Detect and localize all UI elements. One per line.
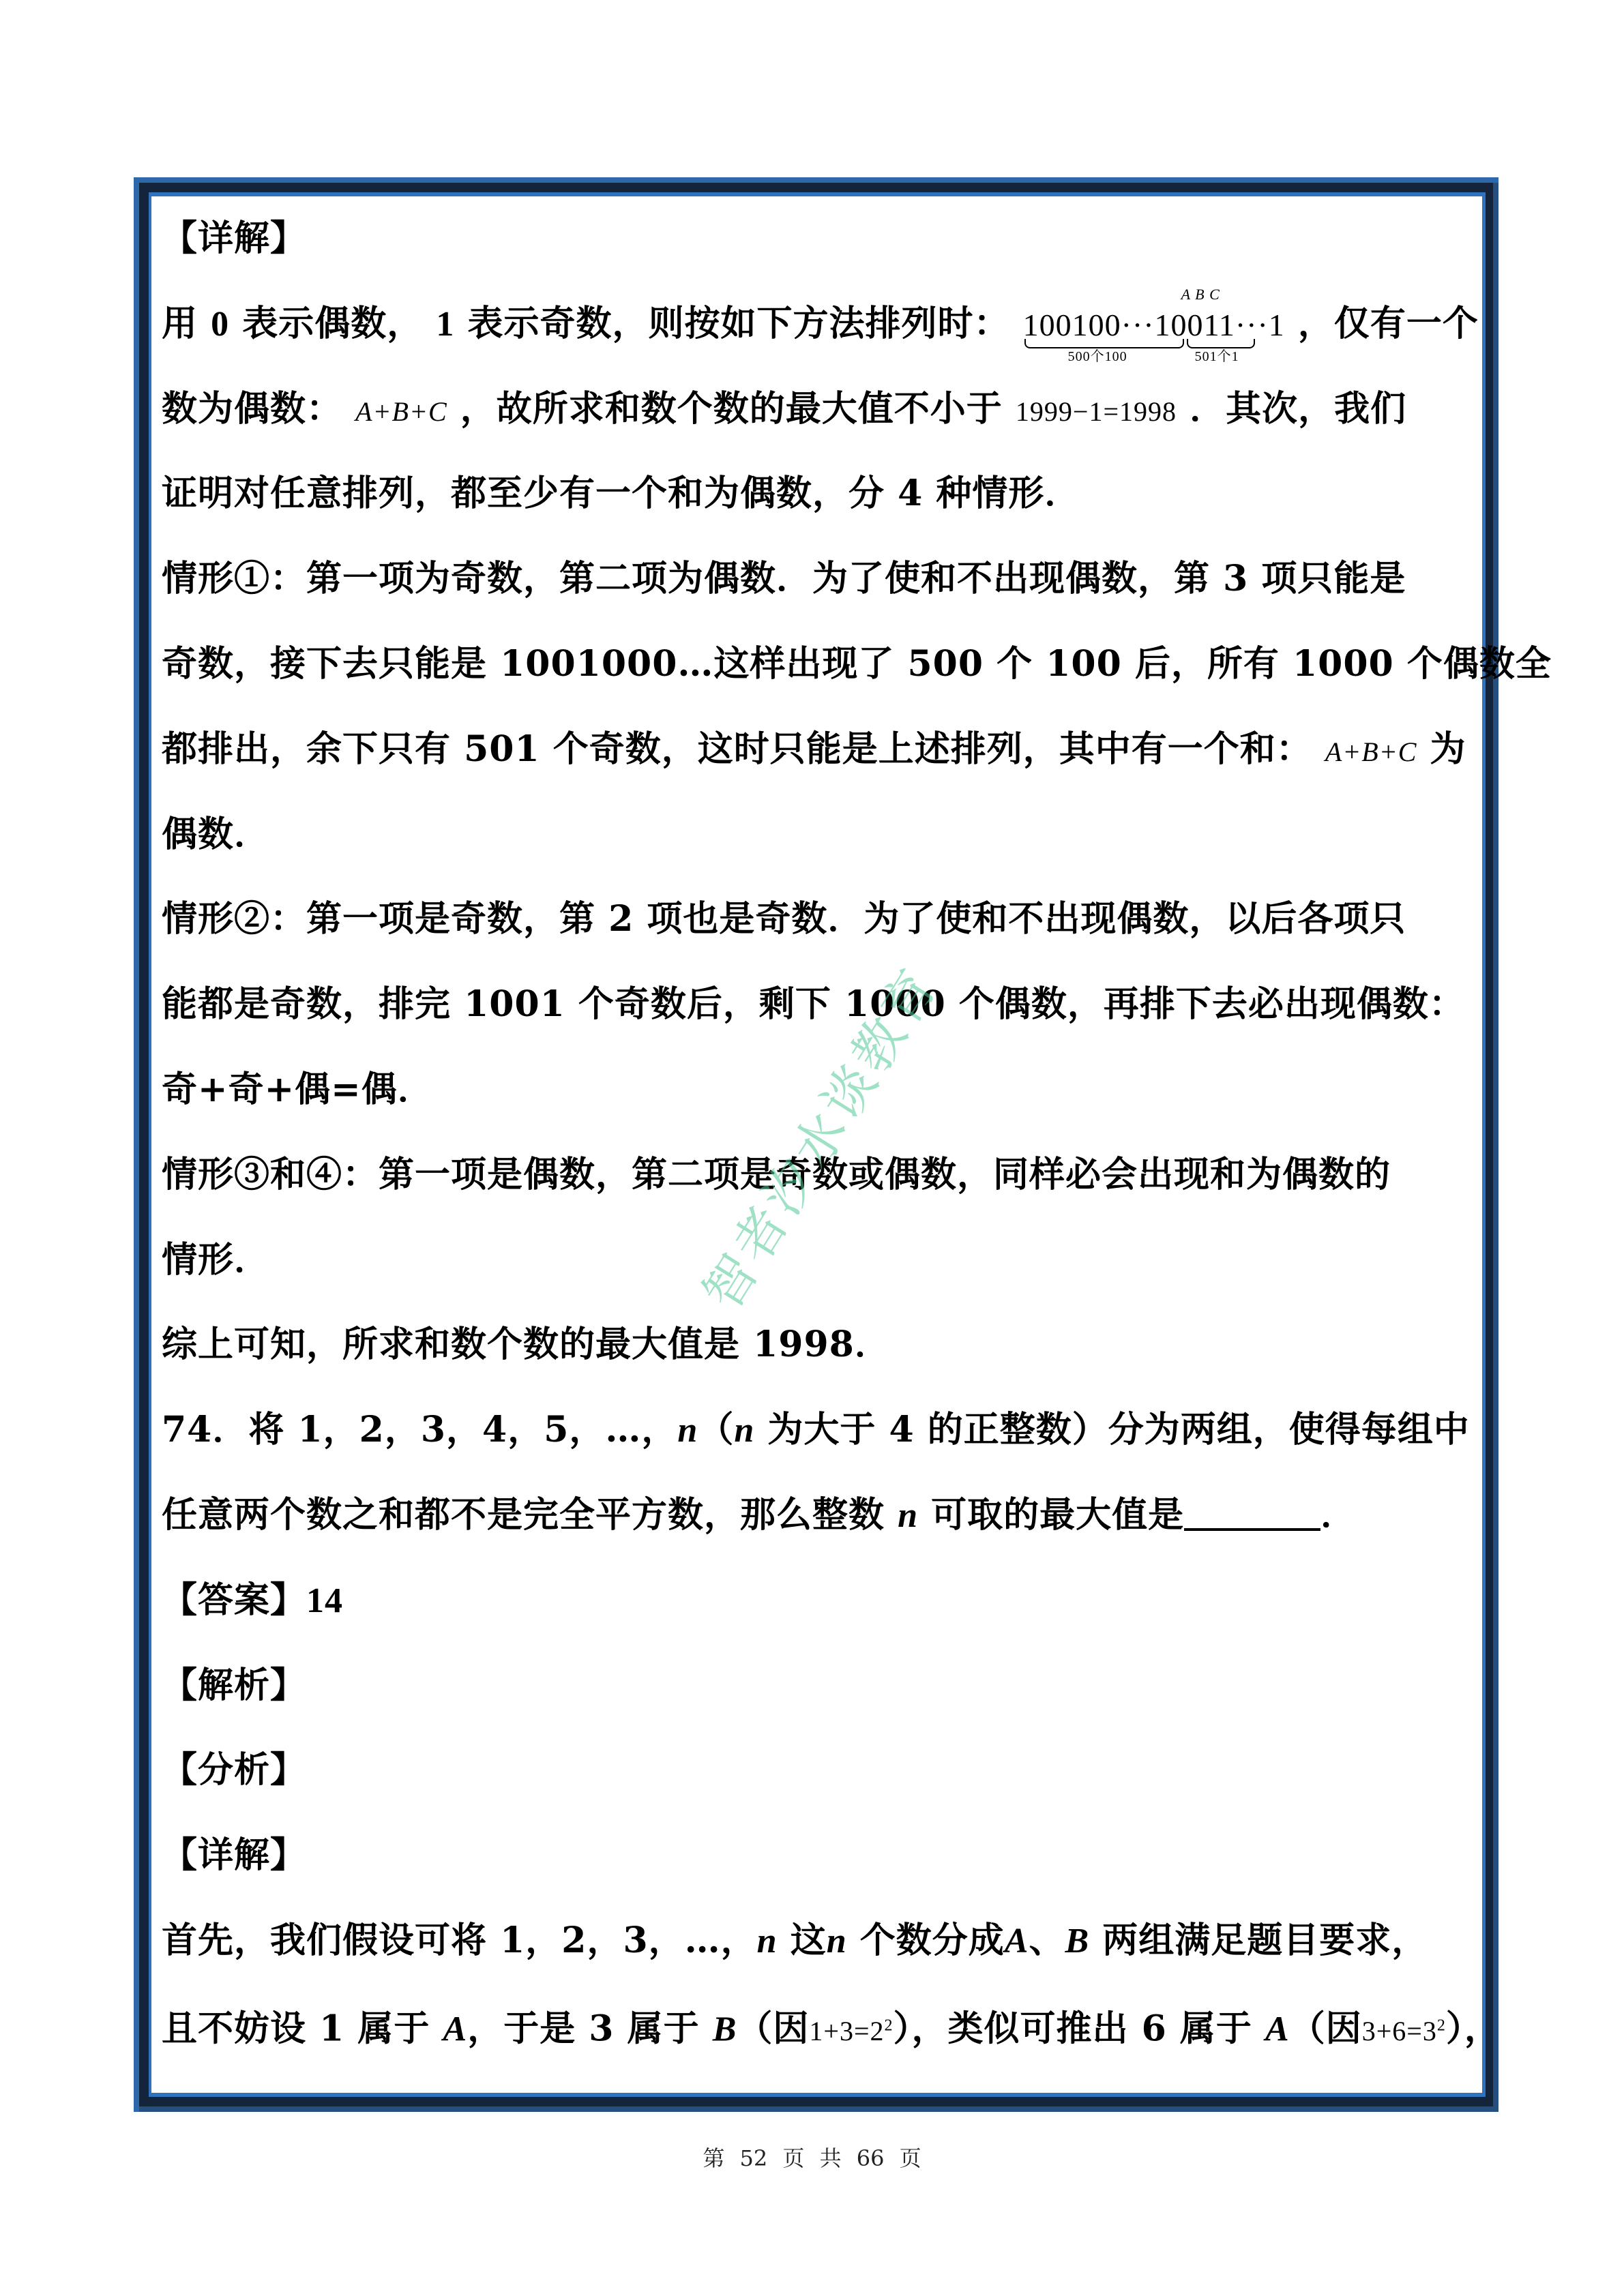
text: ．其次，我们 [1190, 387, 1407, 430]
underbrace-label-1: 500个100 [1067, 348, 1127, 364]
answer-line [162, 1558, 1478, 1643]
sequence-ones: 11···1 [1203, 307, 1285, 342]
answer-label: 【答案】 [162, 1579, 307, 1621]
variable-n: n [826, 1921, 847, 1960]
math-base: 3+6=3 [1361, 2016, 1437, 2047]
paragraph-line [162, 1984, 1501, 2069]
text: ，仅有一个 [1297, 302, 1479, 344]
text: 表示奇数，则按如下方法排列时： [467, 302, 1010, 344]
text: 为 [1430, 728, 1466, 770]
text: 首先，我们假设可将 1，2，3，…， [162, 1919, 757, 1961]
document-body [162, 196, 1552, 2069]
current-page-number: 52 [739, 2145, 768, 2171]
footer-text: 页 共 [782, 2145, 842, 2171]
answer-blank [1184, 1494, 1320, 1531]
math-abc-sum: A+B+C [1325, 736, 1417, 767]
section-heading-detail: 【详解】 [162, 1834, 307, 1877]
underbrace-1 [1024, 339, 1184, 348]
paragraph-line [162, 282, 1478, 367]
math-base: 1+3=2 [809, 2016, 885, 2047]
text: ，于是 3 属于 [467, 2008, 700, 2050]
question-74-line [162, 1473, 1478, 1558]
sequence-expression [1022, 285, 1285, 364]
answer-value: 14 [306, 1581, 344, 1620]
footer-text: 第 [703, 2145, 725, 2171]
page-footer [0, 2141, 1624, 2173]
text: ），类似可推出 6 属于 [893, 2008, 1252, 2050]
footer-text: 页 [899, 2145, 921, 2171]
variable-A: A [1265, 2010, 1290, 2049]
case-1-line: 偶数． [162, 813, 271, 855]
text: ）， [1445, 2008, 1501, 2050]
text: 为大于 4 的正整数）分为两组，使得每组中 [767, 1409, 1470, 1451]
variable-A: A [1004, 1921, 1029, 1960]
section-heading-analysis: 【解析】 [162, 1664, 307, 1706]
text: ，故所求和数个数的最大值不小于 [460, 387, 1003, 430]
text: 数为偶数： [162, 387, 343, 430]
text: 可取的最大值是 [931, 1493, 1185, 1536]
text: （ [698, 1409, 735, 1451]
sequence-main: 100100···100 [1022, 307, 1204, 342]
underbrace-2 [1187, 339, 1255, 348]
case-2-line: 能都是奇数，排完 1001 个奇数后，剩下 1000 个偶数，再排下去必出现偶数： [162, 983, 1465, 1026]
text: （因 [1289, 2008, 1362, 2050]
text: 任意两个数之和都不是完全平方数，那么整数 [162, 1493, 885, 1536]
case-3-4-line: 情形③和④：第一项是偶数，第二项是奇数或偶数，同样必会出现和为偶数的 [162, 1153, 1391, 1195]
paragraph-line [162, 1898, 1478, 1984]
total-pages-number: 66 [856, 2145, 885, 2171]
variable-n: n [756, 1921, 778, 1960]
variable-n: n [677, 1411, 698, 1450]
math-abc-sum: A+B+C [355, 396, 447, 427]
case-3-4-line: 情形． [162, 1238, 271, 1281]
text: ． [1320, 1493, 1357, 1536]
case-2-line: 情形②：第一项是奇数，第 2 项也是奇数．为了使和不出现偶数，以后各项只 [162, 898, 1406, 940]
question-74-line [162, 1388, 1478, 1473]
number: 1 [436, 304, 455, 344]
case-1-line: 奇数，接下去只能是 1001000…这样出现了 500 个 100 后，所有 1000 个偶数全 [162, 642, 1552, 685]
variable-n: n [734, 1411, 755, 1450]
section-heading-fenxi: 【分析】 [162, 1749, 307, 1791]
paragraph-line: 证明对任意排列，都至少有一个和为偶数，分 4 种情形． [162, 473, 1081, 515]
math-expression: 1999−1=1998 [1015, 396, 1177, 427]
text: 这 [790, 1919, 827, 1961]
text: 用 [162, 302, 198, 344]
variable-B: B [1065, 1921, 1090, 1960]
variable-n: n [898, 1495, 919, 1535]
paragraph-line [162, 367, 1478, 452]
math-expression [809, 2016, 893, 2046]
case-1-line [162, 707, 1478, 792]
math-exponent: 2 [884, 2016, 894, 2035]
text: 个数分成 [859, 1919, 1005, 1961]
section-heading-detail: 【详解】 [162, 218, 307, 259]
variable-A: A [443, 2010, 468, 2049]
case-2-line: 奇+奇+偶=偶． [162, 1068, 434, 1110]
math-expression [355, 396, 447, 427]
math-expression [1325, 736, 1417, 767]
underbrace-label-2: 501个1 [1194, 348, 1239, 364]
sequence-abc-label: A B C [1181, 285, 1220, 303]
text: （因 [737, 2008, 810, 2050]
text: 两组满足题目要求， [1102, 1919, 1428, 1961]
text: 74．将 1，2，3，4，5，…， [162, 1409, 678, 1451]
text: 都排出，余下只有 501 个奇数，这时只能是上述排列，其中有一个和： [162, 728, 1312, 770]
math-expression [1362, 2016, 1446, 2046]
text: 、 [1029, 1919, 1065, 1961]
number: 0 [211, 304, 230, 344]
text: 且不妨设 1 属于 [162, 2008, 430, 2050]
text: 表示偶数， [242, 302, 424, 344]
conclusion-line: 综上可知，所求和数个数的最大值是 1998． [162, 1324, 891, 1366]
variable-B: B [712, 2010, 737, 2049]
case-1-line: 情形①：第一项为奇数，第二项为偶数．为了使和不出现偶数，第 3 项只能是 [162, 558, 1406, 600]
watermark: 智者汐水谈教育 [691, 955, 951, 1320]
math-exponent: 2 [1436, 2016, 1446, 2035]
